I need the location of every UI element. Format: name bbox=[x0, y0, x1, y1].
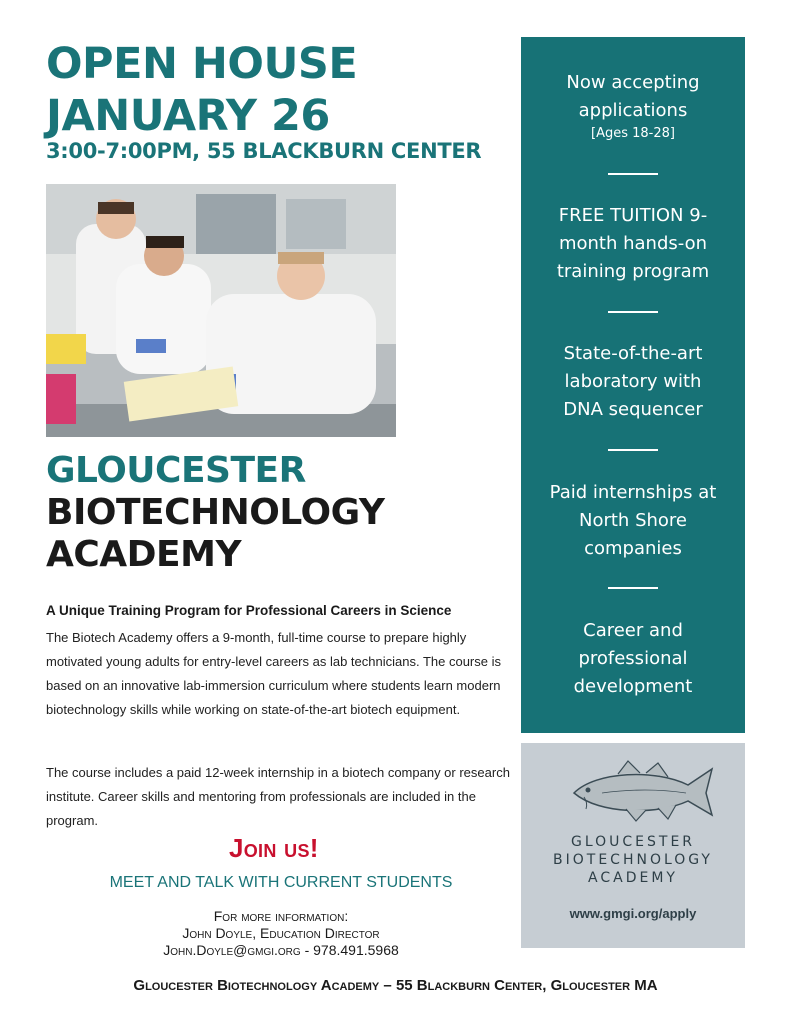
benefit-free-tuition: FREE TUITION 9-month hands-on training program bbox=[556, 205, 710, 282]
benefit-laboratory: State-of-the-art laboratory with DNA sequencer bbox=[563, 343, 703, 420]
logo-line2: BIOTECHNOLOGY bbox=[553, 852, 713, 868]
logo-line3: ACADEMY bbox=[588, 870, 678, 886]
academy-title-line2: BIOTECHNOLOGY bbox=[46, 492, 385, 533]
academy-title bbox=[46, 450, 384, 576]
benefit-internships: Paid internships at North Shore companies bbox=[549, 482, 717, 559]
divider bbox=[608, 173, 658, 175]
contact-heading: For more information: bbox=[213, 908, 349, 924]
join-us-callout: Join us! bbox=[229, 833, 319, 863]
fish-icon bbox=[566, 757, 716, 827]
benefits-sidebar bbox=[521, 37, 745, 733]
ages-note: [Ages 18-28] bbox=[591, 126, 675, 141]
students-lab-photo bbox=[46, 184, 396, 437]
headline-line1: OPEN HOUSE bbox=[46, 39, 358, 89]
divider bbox=[608, 311, 658, 313]
contact-name: John Doyle, Education Director bbox=[182, 925, 380, 941]
academy-logo-box bbox=[521, 743, 745, 948]
benefit-applications-text: Now accepting applications bbox=[566, 72, 700, 121]
apply-url-link[interactable]: www.gmgi.org/apply bbox=[569, 906, 697, 921]
logo-line1: GLOUCESTER bbox=[570, 834, 696, 850]
event-time-location: 3:00-7:00PM, 55 BLACKBURN CENTER bbox=[46, 139, 482, 163]
academy-title-line3: ACADEMY bbox=[46, 534, 242, 575]
footer-address: Gloucester Biotechnology Academy – 55 Blackburn Center, Gloucester MA bbox=[133, 977, 658, 994]
benefit-applications bbox=[521, 69, 745, 143]
internship-description: The course includes a paid 12-week internship in a biotech company or research institute. Career skills and mentoring from professionals are included in the program. bbox=[46, 765, 510, 828]
headline bbox=[46, 38, 357, 142]
benefit-career-development: Career and professional development bbox=[573, 620, 693, 697]
divider bbox=[608, 587, 658, 589]
meet-students-line: MEET AND TALK WITH CURRENT STUDENTS bbox=[109, 874, 453, 891]
divider bbox=[608, 449, 658, 451]
program-description: The Biotech Academy offers a 9-month, full-time course to prepare highly motivated young adults for entry-level careers as lab technicians. The course is based on an innovative lab-immersion curriculum where students learn modern biotechnology skills while working on state-of-the-art biotech equipment. bbox=[46, 630, 501, 717]
academy-title-line1: GLOUCESTER bbox=[46, 450, 306, 491]
contact-email-phone[interactable]: John.Doyle@gmgi.org - 978.491.5968 bbox=[163, 942, 399, 958]
contact-info bbox=[46, 908, 516, 959]
headline-line2: JANUARY 26 bbox=[46, 91, 330, 141]
program-tagline: A Unique Training Program for Professional Careers in Science bbox=[46, 603, 452, 618]
logo-wordmark bbox=[521, 833, 745, 887]
